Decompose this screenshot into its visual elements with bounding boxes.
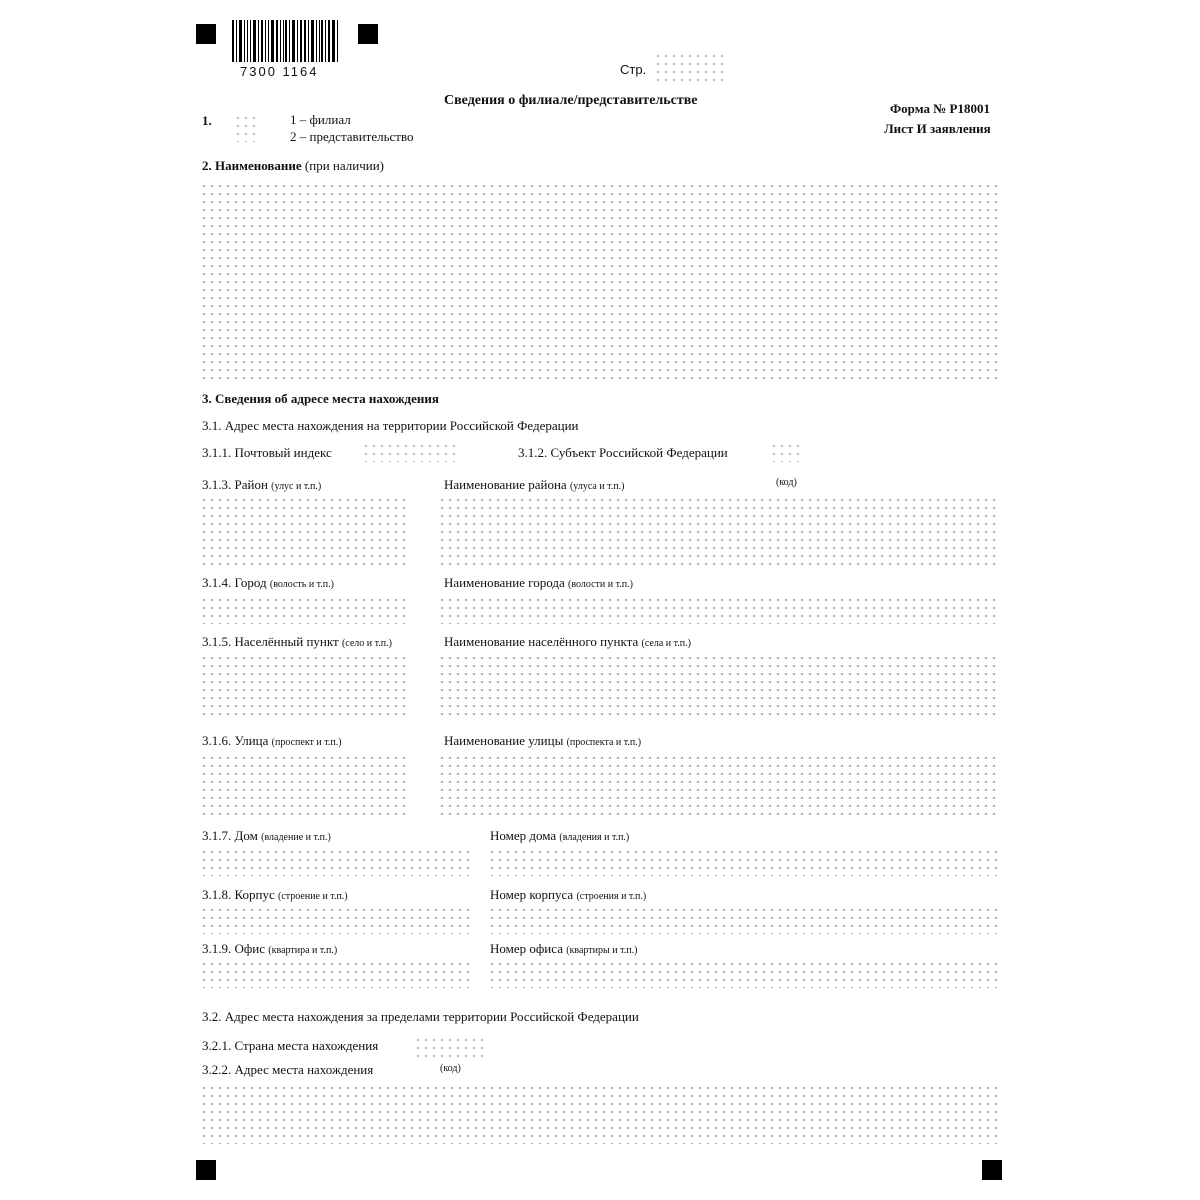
foreign-address-grid[interactable] [198, 1082, 998, 1144]
barcode-bar [271, 20, 274, 62]
street-title: 3.1.6. Улица [202, 733, 269, 748]
sheet-label: Лист И заявления [884, 121, 991, 136]
settlement-type-grid[interactable] [198, 652, 408, 718]
section-1-number: 1. [202, 113, 212, 128]
page-label: Стр. [620, 62, 647, 77]
settlement-name-grid[interactable] [436, 652, 998, 718]
option-branch: 1 – филиал [290, 112, 351, 127]
building-number-note: (строения и т.п.) [576, 891, 647, 902]
barcode-bar [297, 20, 298, 62]
city-note: (волость и т.п.) [269, 579, 334, 590]
house-label [202, 828, 331, 844]
office-type-grid[interactable] [198, 958, 470, 988]
barcode-bar [258, 20, 259, 62]
region-label: 3.1.2. Субъект Российской Федерации [518, 445, 728, 460]
barcode-bar [304, 20, 306, 62]
district-name-note: (улуса и т.п.) [569, 481, 625, 492]
street-note: (проспект и т.п.) [271, 737, 342, 748]
street-type-grid[interactable] [198, 752, 408, 816]
barcode-bar [319, 20, 320, 62]
barcode-bar [332, 20, 335, 62]
barcode-bar [232, 20, 234, 62]
barcode-bar [247, 20, 248, 62]
street-name-title: Наименование улицы [444, 733, 564, 748]
country-label: 3.2.1. Страна места нахождения [202, 1038, 379, 1053]
city-label [202, 575, 334, 591]
street-label [202, 733, 342, 749]
barcode-bar [280, 20, 281, 62]
barcode-bar [250, 20, 252, 62]
settlement-note: (село и т.п.) [341, 638, 392, 649]
name-note: (при наличии) [304, 158, 384, 173]
building-label [202, 887, 348, 903]
building-title: 3.1.8. Корпус [202, 887, 275, 902]
office-number-note: (квартиры и т.п.) [566, 945, 638, 956]
building-type-grid[interactable] [198, 904, 470, 934]
office-number-title: Номер офиса [490, 941, 563, 956]
house-title: 3.1.7. Дом [202, 828, 258, 843]
registration-marker-bottom-left [196, 1160, 216, 1180]
office-number-label [490, 941, 637, 957]
building-number-grid[interactable] [486, 904, 998, 934]
postal-code-cells[interactable] [360, 440, 460, 462]
postal-code-label: 3.1.1. Почтовый индекс [202, 445, 332, 460]
section-3-label: 3. Сведения об адресе места нахождения [202, 391, 439, 406]
house-number-grid[interactable] [486, 846, 998, 876]
foreign-address-label: 3.2.2. Адрес места нахождения [202, 1062, 374, 1077]
office-label [202, 941, 337, 957]
building-note: (строение и т.п.) [278, 891, 348, 902]
registration-marker-top-right [358, 24, 378, 44]
country-code-cells[interactable] [412, 1034, 484, 1058]
barcode-bar [337, 20, 338, 62]
barcode-bar [261, 20, 263, 62]
district-name-label [444, 477, 624, 493]
city-title: 3.1.4. Город [202, 575, 267, 590]
barcode-bar [311, 20, 314, 62]
section-3-1-label: 3.1. Адрес места нахождения на территории Российской Федерации [202, 418, 579, 433]
street-name-grid[interactable] [436, 752, 998, 816]
city-name-title: Наименование города [444, 575, 565, 590]
section-2-label [202, 158, 384, 174]
barcode-bar [325, 20, 326, 62]
house-number-title: Номер дома [490, 828, 557, 843]
option-representative-office: 2 – представительство [290, 129, 414, 144]
building-number-title: Номер корпуса [490, 887, 574, 902]
page-number-cells[interactable] [652, 50, 724, 82]
barcode-bar [236, 20, 237, 62]
settlement-name-label [444, 634, 691, 650]
settlement-label [202, 634, 392, 650]
barcode-bar [289, 20, 290, 62]
district-title: 3.1.3. Район [202, 477, 268, 492]
house-note: (владение и т.п.) [261, 832, 331, 843]
street-name-note: (проспекта и т.п.) [566, 737, 642, 748]
settlement-name-note: (села и т.п.) [641, 638, 691, 649]
city-name-note: (волости и т.п.) [568, 579, 633, 590]
district-type-grid[interactable] [198, 494, 408, 566]
barcode-bar [285, 20, 287, 62]
settlement-name-title: Наименование населённого пункта [444, 634, 639, 649]
barcode [232, 20, 340, 62]
region-code-cells[interactable] [768, 440, 802, 462]
district-name-grid[interactable] [436, 494, 998, 566]
name-grid[interactable] [198, 180, 998, 382]
barcode-bar [268, 20, 269, 62]
barcode-number: 7300 1164 [240, 64, 319, 79]
district-label [202, 477, 321, 493]
city-name-label [444, 575, 633, 591]
barcode-bar [321, 20, 323, 62]
city-name-grid[interactable] [436, 594, 998, 624]
barcode-bar [316, 20, 317, 62]
form-title: Сведения о филиале/представительстве [444, 93, 698, 108]
district-name-title: Наименование района [444, 477, 567, 492]
registration-marker-bottom-right [982, 1160, 1002, 1180]
barcode-bar [283, 20, 284, 62]
barcode-bar [328, 20, 330, 62]
street-name-label [444, 733, 641, 749]
name-label: 2. Наименование [202, 158, 302, 173]
barcode-bar [239, 20, 242, 62]
building-number-label [490, 887, 646, 903]
district-code-label: (код) [776, 477, 797, 488]
barcode-bar [253, 20, 256, 62]
country-code-label: (код) [440, 1063, 461, 1074]
registration-marker-top-left [196, 24, 216, 44]
barcode-bar [292, 20, 295, 62]
office-number-grid[interactable] [486, 958, 998, 988]
barcode-bar [265, 20, 266, 62]
house-type-grid[interactable] [198, 846, 470, 876]
office-note: (квартира и т.п.) [268, 945, 338, 956]
branch-type-cell[interactable] [232, 112, 260, 142]
barcode-bar [308, 20, 309, 62]
form-number: Форма № Р18001 [890, 101, 990, 116]
house-number-label [490, 828, 629, 844]
barcode-bar [244, 20, 245, 62]
district-note: (улус и т.п.) [271, 481, 322, 492]
office-title: 3.1.9. Офис [202, 941, 266, 956]
barcode-bar [300, 20, 302, 62]
settlement-title: 3.1.5. Населённый пункт [202, 634, 339, 649]
house-number-note: (владения и т.п.) [559, 832, 630, 843]
city-type-grid[interactable] [198, 594, 408, 624]
section-3-2-label: 3.2. Адрес места нахождения за пределами территории Российской Федерации [202, 1009, 639, 1024]
barcode-bar [276, 20, 278, 62]
